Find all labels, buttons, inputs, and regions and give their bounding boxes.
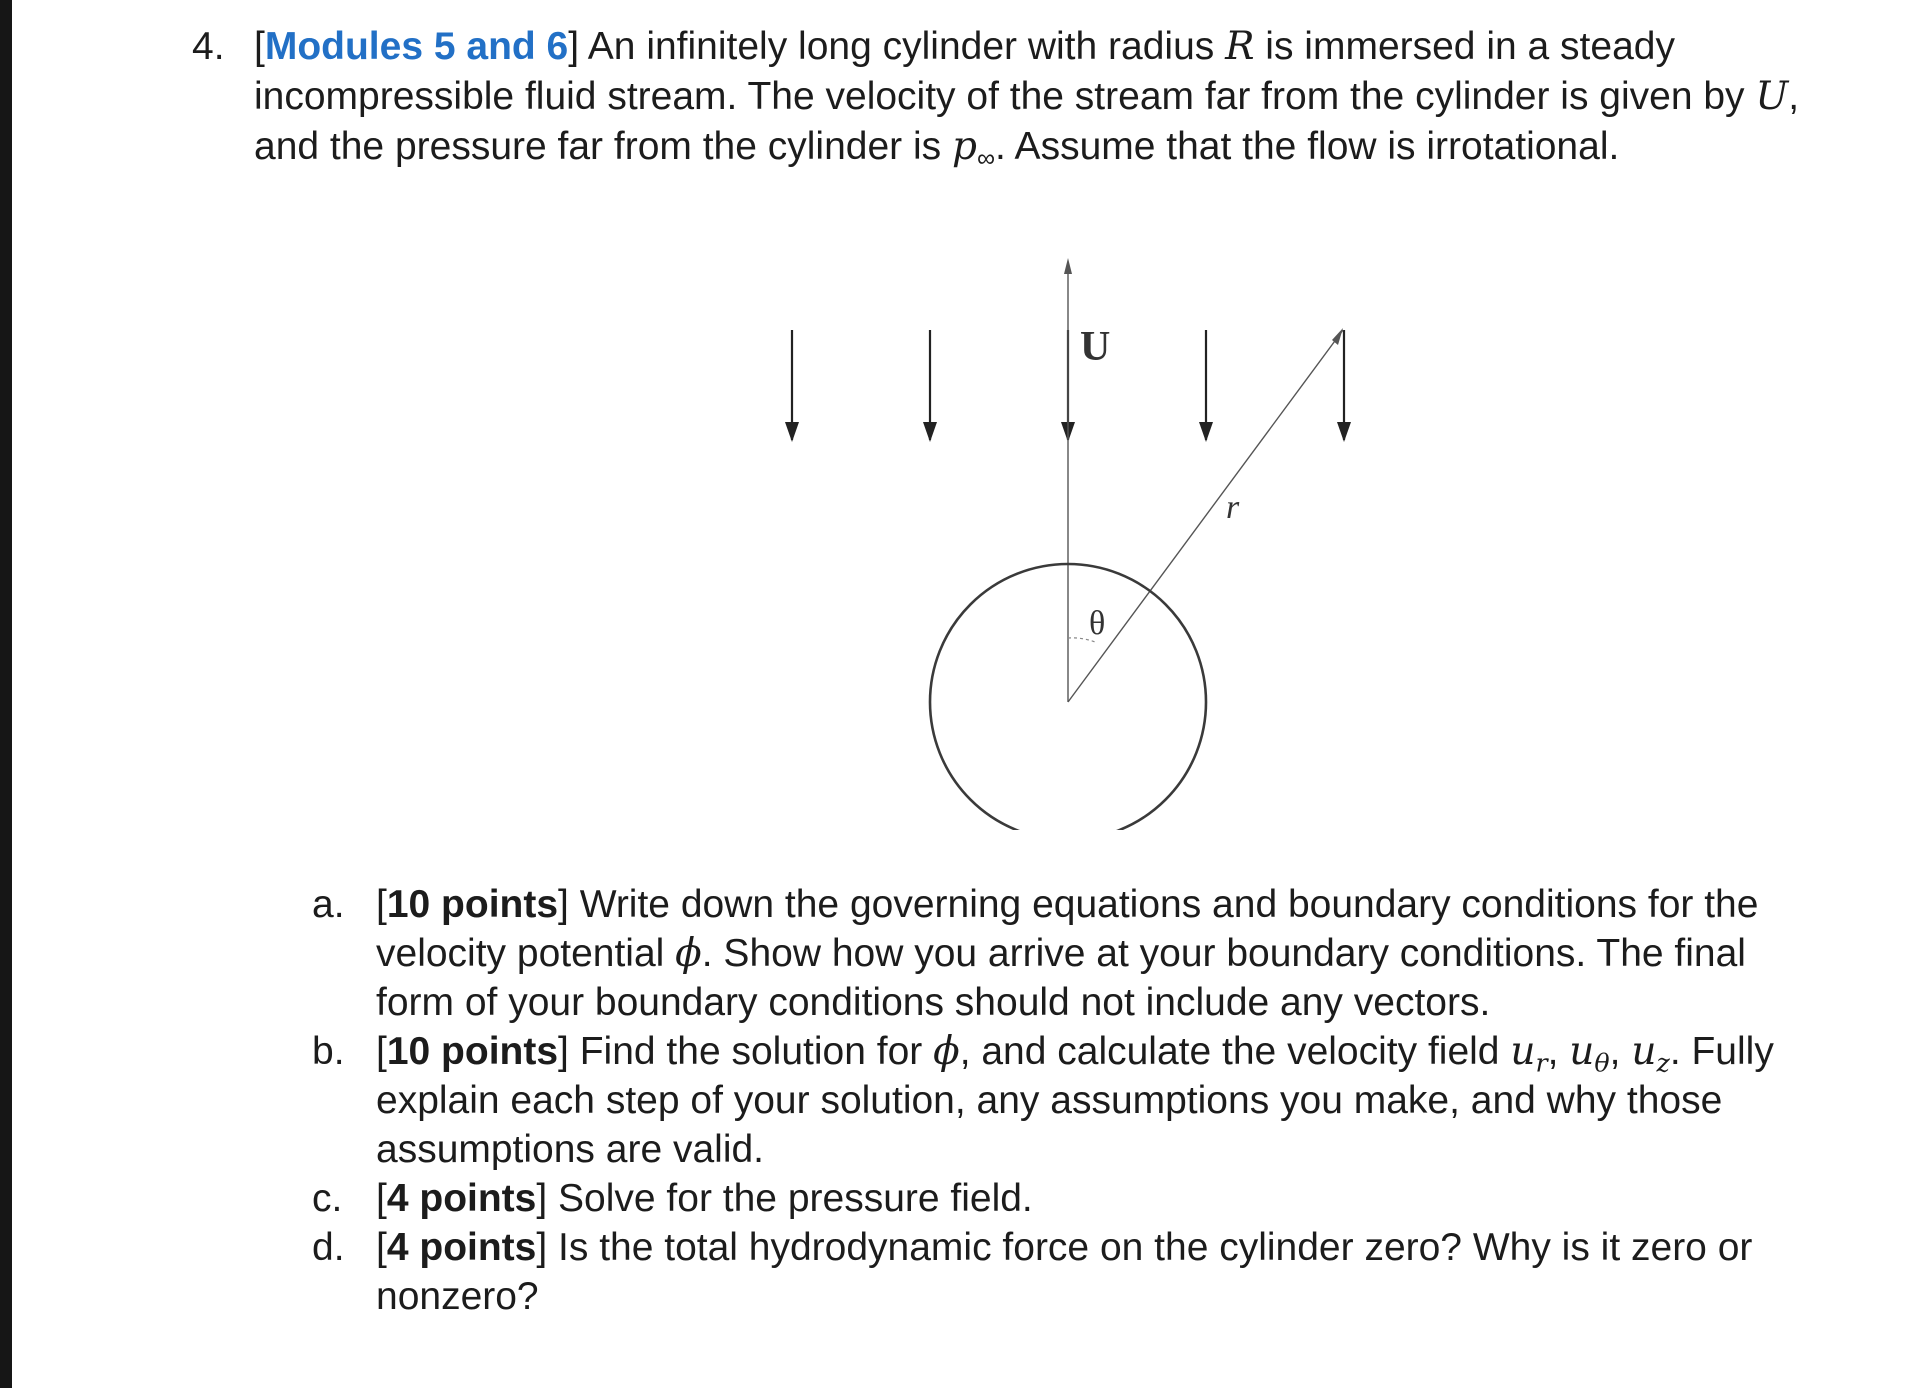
part-letter: d. [312,1226,345,1269]
part-line [376,1076,1912,1125]
symbol-U: U [1755,74,1789,119]
part-b [312,1027,1912,1174]
problem-line-2 [254,72,1884,122]
label-theta: θ [1089,605,1106,642]
points-label: 10 points [386,1030,559,1073]
symbol-u-theta: u [1569,1029,1595,1074]
part-a [312,880,1912,1027]
part-line: [4 points] Is the total hydrodynamic force on the cylinder zero? Why is it zero or [376,1226,1753,1269]
part-letter: c. [312,1177,343,1220]
flow-arrow-1-head [785,422,799,442]
part-text-span: Find the solution for [579,1030,934,1073]
part-text-span: . Show how you arrive at your boundary conditions. The final [701,932,1746,975]
question-parts [312,880,1912,1321]
part-line [376,1125,1912,1174]
part-line [376,978,1912,1027]
problem-text: , [1788,75,1800,118]
part-text-span: Is the total hydrodynamic force on the cylinder zero? Why is it zero or [558,1226,1753,1269]
part-text [376,1223,1912,1321]
part-text-span: form of your boundary conditions should not include any vectors. [376,981,1491,1024]
cylinder-flow-diagram [740,250,1360,830]
problem-text: incompressible fluid stream. The velocity of the stream far from the cylinder is given by [254,75,1756,118]
symbol-u-r-sub: r [1535,1047,1548,1078]
left-edge-bar [0,0,12,1388]
problem-text: An infinitely long cylinder with radius [587,25,1226,68]
part-text [376,1174,1912,1223]
symbol-R: R [1225,24,1255,69]
part-text-span: nonzero? [376,1275,539,1318]
flow-arrow-4-head [1199,422,1213,442]
problem-body [254,22,1884,172]
part-line: [4 points] Solve for the pressure field. [376,1177,1033,1220]
symbol-u-theta-sub: θ [1594,1047,1610,1078]
symbol-u-z-sub: z [1656,1047,1670,1078]
part-line: [10 points] Write down the governing equations and boundary conditions for the [376,883,1759,926]
part-text [376,1027,1912,1174]
part-text-span: Solve for the pressure field. [558,1177,1033,1220]
part-letter: b. [312,1030,345,1073]
flow-arrow-5-head [1337,422,1351,442]
points-label: 4 points [386,1226,537,1269]
symbol-p: p [951,124,977,169]
label-U: U [1080,324,1111,370]
theta-axis-arrowhead [1064,258,1072,274]
module-tag: Modules 5 and 6 [264,25,569,68]
part-d [312,1223,1912,1321]
symbol-phi: ϕ [675,931,702,976]
part-text-span: . Fully [1669,1030,1774,1073]
symbol-u-r: u [1510,1029,1536,1074]
symbol-u-z: u [1631,1029,1657,1074]
part-line: [10 points] Find the solution for ϕ, and calculate the velocity field $u_r$, $u_\theta$, $u_z$. Fully [376,1029,1774,1078]
points-label: 4 points [386,1177,537,1220]
part-text-span: , and calculate the velocity field [959,1030,1511,1073]
problem-line-1: [Modules 5 and 6] An infinitely long cylinder with radius R is immersed in a steady [254,24,1675,69]
problem-text: . Assume that the flow is irrotational. [995,125,1620,168]
part-text-span: velocity potential [376,932,676,975]
part-line [376,929,1912,978]
problem-line-3 [254,122,1884,172]
problem-number: 4. [192,25,225,68]
part-text [376,880,1912,1027]
part-letter: a. [312,883,345,926]
flow-arrow-2-head [923,422,937,442]
part-text-span: Write down the governing equations and boundary conditions for the [579,883,1759,926]
part-text-span: explain each step of your solution, any assumptions you make, and why those [376,1079,1723,1122]
points-label: 10 points [386,883,559,926]
part-text-span: assumptions are valid. [376,1128,765,1171]
symbol-p-subscript: ∞ [976,144,996,173]
problem-text: and the pressure far from the cylinder is [254,125,952,168]
part-c [312,1174,1912,1223]
symbol-phi: ϕ [933,1029,960,1074]
label-r: r [1226,489,1240,526]
cylinder-flow-figure [740,250,1360,830]
part-line [376,1272,1912,1321]
problem-text: is immersed in a steady [1254,25,1675,68]
